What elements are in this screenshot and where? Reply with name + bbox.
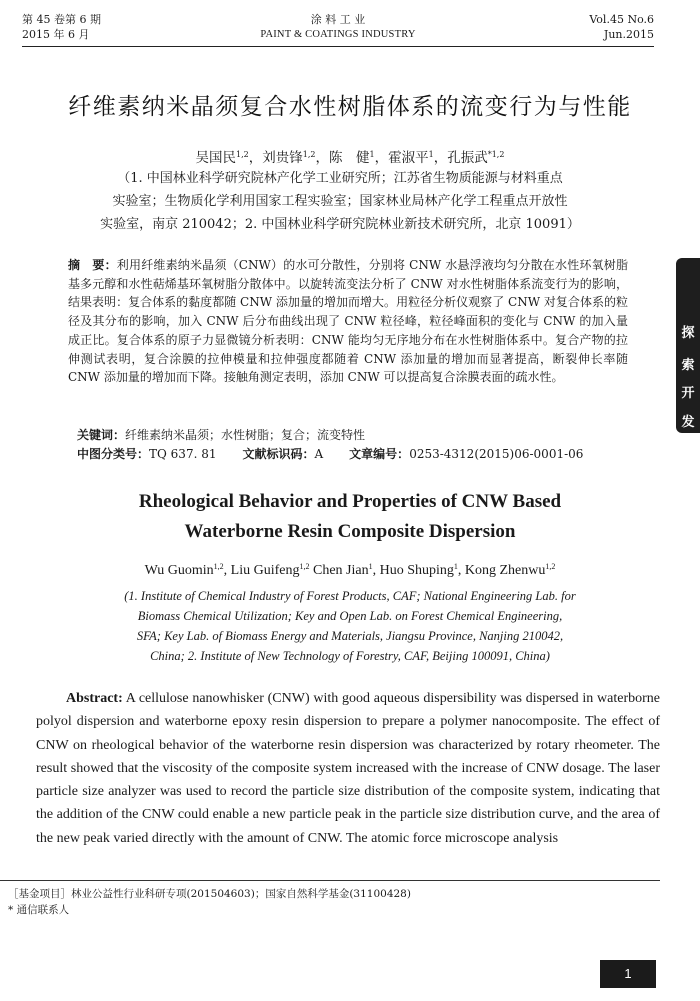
article-number-label: 文章编号： [349, 447, 410, 461]
author: 刘贵锋$^{1,2}$， [262, 150, 330, 166]
affiliation-line: Biomass Chemical Utilization; Key and Open Lab. on Forest Chemical Engineering, [137, 609, 563, 623]
footnote-rule [0, 880, 660, 881]
author: 吴国民$^{1,2}$， [195, 150, 263, 166]
affiliation-line: 实验室，南京 210042；2. 中国林业科学研究院林业新技术研究所，北京 10091） [100, 217, 580, 232]
volume-number-en: Vol.45 No.6 [589, 13, 654, 26]
author: Chen Jian$^1$, [312, 562, 380, 578]
affiliation-chinese [40, 167, 640, 236]
author: Huo Shuping$^1$, [379, 562, 465, 578]
keywords-text: 纤维素纳米晶须；水性树脂；复合；流变特性 [125, 428, 366, 442]
clc-value: TQ 637. 81 [149, 447, 217, 461]
doc-code-label: 文献标识码： [242, 447, 315, 461]
author: 陈 健$^1$， [329, 150, 389, 166]
side-tab-char: 开 [681, 386, 695, 401]
side-tab-char: 索 [681, 358, 695, 373]
abstract-text-cn: 利用纤维素纳米晶须（CNW）的水可分散性，分别将 CNW 水悬浮液均匀分散在水性环氧树脂基多元醇和水性萜烯基环氧树脂分散体中。以旋转流变法分析了 CNW 对水性树脂体系流变行为的影响，结果表明：复合体系的黏度都随 CNW 添加量的增加而增大。用粒径分析仪观察了 CNW 对复合体系的粒径及其分布的影响，加入 CNW 后分布曲线出现了 CNW 粒径峰，粒径峰面积的变化与 CNW 的加入量成正比。复合体系的原子力显微镜分析表明：CNW 能均匀无序地分布在水性树脂体系中。复合产物的拉伸测试表明，复合涂膜的拉伸模量和拉伸强度都随着 CNW 添加量的增加而显著提高，断裂伸长率随 CNW 添加量的增加而下降。接触角测定表明，添加 CNW 可以提高复合涂膜表面的疏水性。 [68, 258, 628, 385]
article-number-value: 0253-4312(2015)06-0001-06 [409, 447, 584, 461]
footnote-funding: ［基金项目］林业公益性行业科研专项(201504603)；国家自然科学基金(31100428) [8, 888, 411, 900]
header-rule [22, 46, 654, 47]
issue-date-en: Jun.2015 [603, 28, 654, 41]
side-tab-char: 发 [681, 415, 695, 430]
journal-volume-en [589, 12, 654, 42]
running-header [22, 12, 654, 46]
doc-code-value: A [314, 447, 324, 461]
authors-english [0, 563, 700, 579]
affiliation-line: 实验室；生物质化学利用国家工程实验室；国家林业局林产化学工程重点开放性 [112, 194, 568, 209]
title-english [0, 487, 700, 547]
volume-issue: 第 45 卷第 6 期 [22, 13, 101, 26]
author: Kong Zhenwu$^{1,2}$ [464, 562, 556, 578]
affiliation-line: SFA; Key Lab. of Biomass Energy and Materials, Jiangsu Province, Nanjing 210042, [136, 629, 564, 643]
issue-date-cn: 2015 年 6 月 [22, 28, 90, 41]
title-english-line: Waterborne Resin Composite Dispersion [184, 521, 516, 542]
journal-name-en: PAINT & COATINGS INDUSTRY [260, 29, 416, 40]
authors-chinese [0, 146, 700, 166]
author: Liu Guifeng$^{1,2}$ [230, 562, 310, 578]
keywords-chinese [77, 426, 365, 443]
affiliation-english [60, 586, 640, 666]
affiliation-line: (1. Institute of Chemical Industry of Forest Products, CAF; National Engineering Lab. for [124, 589, 576, 603]
clc-label: 中图分类号： [77, 447, 150, 461]
author: Wu Guomin$^{1,2}$, [144, 562, 231, 578]
abstract-chinese [68, 256, 628, 387]
footnote-corresponding-author: * 通信联系人 [8, 904, 70, 916]
title-chinese: 纤维素纳米晶须复合水性树脂体系的流变行为与性能 [68, 94, 632, 120]
affiliation-line: China; 2. Institute of New Technology of Forestry, CAF, Beijing 100091, China) [150, 649, 550, 663]
page-number: 1 [600, 960, 656, 988]
section-side-tab [676, 258, 700, 433]
author: 孔振武$^{*1,2}$ [447, 150, 505, 166]
abstract-text-en: A cellulose nanowhisker (CNW) with good aqueous dispersibility was dispersed in waterborne polyol dispersion and waterborne epoxy resin dispersion to prepare a polymer nanocomposite. The effect of CNW on rheological behavior of the waterborne resin dispersion was characterized by rotary rheometer. The result showed that the viscosity of the composite system increased with the increase of CNW dosage. The laser particle size analyzer was used to record the particle size distribution of the composite system, indicating that the addition of the CNW could enable a new particle peak in the particle size distribution curve, and the area of the new peak varied directly with the amount of CNW. The atomic force microscope analysis [36, 691, 660, 846]
keywords-label: 关键词： [77, 428, 126, 442]
author: 霍淑平$^1$， [388, 150, 448, 166]
journal-name-cn: 涂 料 工 业 [310, 13, 366, 26]
abstract-english [36, 687, 660, 850]
classification-line [77, 445, 583, 462]
title-english-line: Rheological Behavior and Properties of CNW Based [138, 491, 562, 512]
abstract-label-cn: 摘 要： [68, 258, 117, 272]
journal-name [22, 12, 654, 42]
abstract-label-en: Abstract: [66, 691, 123, 706]
affiliation-line: （1. 中国林业科学研究院林产化学工业研究所；江苏省生物质能源与材料重点 [117, 171, 563, 186]
side-tab-char: 探 [681, 326, 695, 341]
